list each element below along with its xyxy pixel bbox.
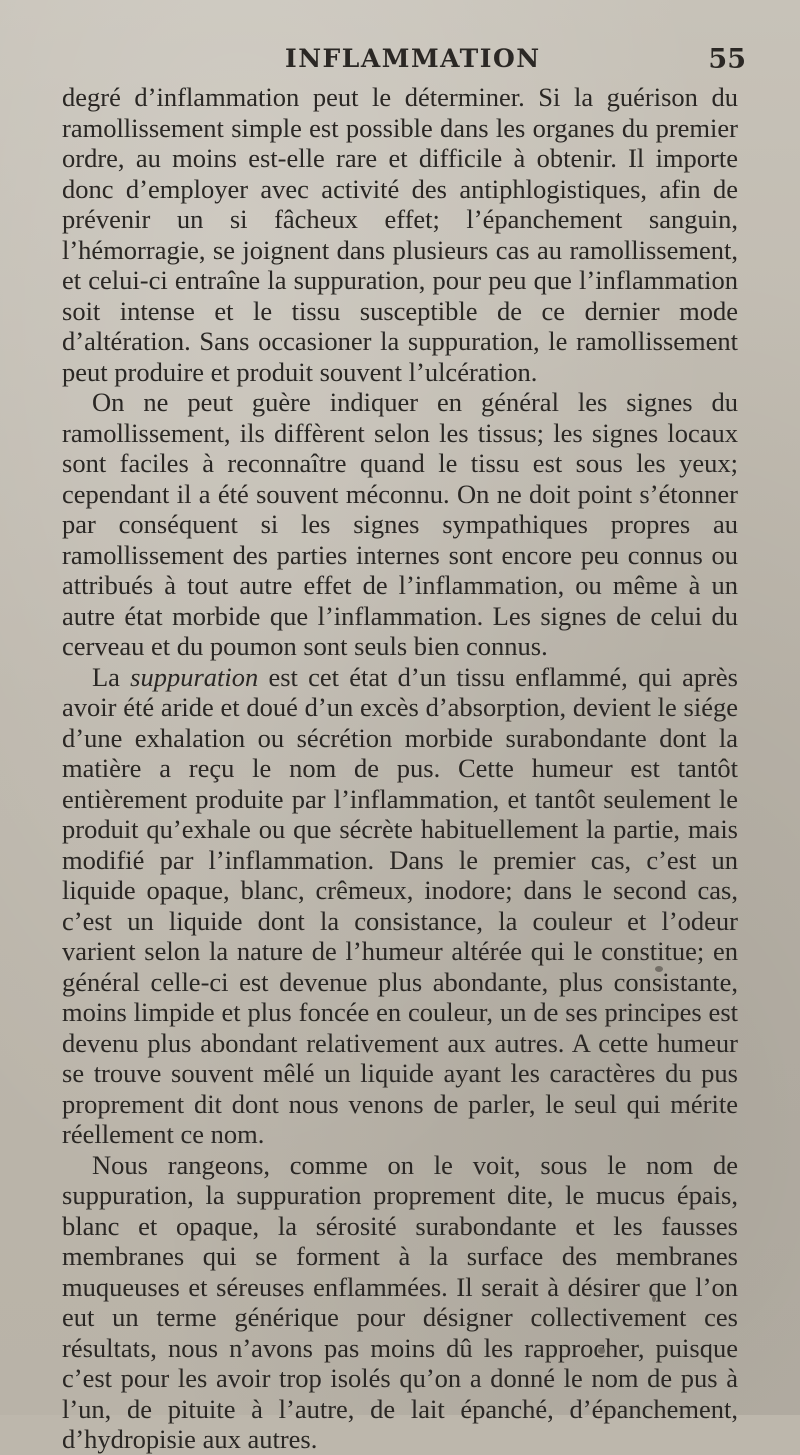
paragraph-4 bbox=[62, 1150, 738, 1455]
paragraph-4-text: Nous rangeons, comme on le voit, sous le nom de suppuration, la suppuration proprement dite, le mucus épais, blanc et opaque, la sérosité surabondante et les fausses membranes qui se forment à la surface des membranes muqueuses et séreuses enflammées. Il serait à désirer que l’on eut un terme générique pour désigner collectivement ces résultats, nous n’avons pas moins dû les rapprocher, puisque c’est pour les avoir trop isolés qu’on a donné le nom de pus à l’un, de pituite à l’autre, de lait épanché, d’épanchement, d’hydropisie aux autres. bbox=[62, 1149, 738, 1454]
ink-spot bbox=[655, 966, 663, 972]
body-text bbox=[62, 82, 738, 1455]
paragraph-2 bbox=[62, 387, 738, 662]
ink-spot bbox=[652, 1296, 656, 1302]
paragraph-3 bbox=[62, 662, 738, 1150]
paragraph-3-lead: La bbox=[92, 661, 131, 692]
page-number: 55 bbox=[708, 44, 746, 75]
paragraph-2-text: On ne peut guère indiquer en général les signes du ramollissement, ils diffèrent selon les tissus; les signes locaux sont faciles à reconnaître quand le tissu est sous les yeux; cependant il a été souvent méconnu. On ne doit point s’étonner par conséquent si les signes sympathiques propres au ramollissement des parties internes sont encore peu connus ou attribués à tout autre effet de l’inflammation, ou même à un autre état morbide que l’inflammation. Les signes de celui du cerveau et du poumon sont seuls bien connus. bbox=[62, 387, 738, 661]
paragraph-1-text: degré d’inflammation peut le déterminer. Si la guérison du ramollissement simple est possible dans les organes du premier ordre, au moins est-elle rare et difficile à obtenir. Il importe donc d’employer avec activité des antiphlogistiques, afin de prévenir un si fâcheux effet; l’épanchement sanguin, l’hémorragie, se joignent dans plusieurs cas au ramollissement, et celui-ci entraîne la suppuration, pour peu que l’inflammation soit intense et le tissu susceptible de ce dernier mode d’altération. Sans occasioner la suppuration, le ramollissement peut produire et produit souvent l’ulcération. bbox=[62, 82, 738, 387]
running-head bbox=[60, 44, 760, 80]
running-title: INFLAMMATION bbox=[285, 44, 541, 73]
paragraph-3-text: est cet état d’un tissu enflammé, qui après avoir été aride et doué d’un excès d’absorption, devient le siége d’une exhalation ou sécrétion morbide surabondante dont la matière a reçu le nom de pus. Cette humeur est tantôt entièrement produite par l’inflammation, et tantôt seulement le produit qu’exhale ou que sécrète habituellement la partie, mais modifié par l’inflammation. Dans le premier cas, c’est un liquide opaque, blanc, crêmeux, inodore; dans le second cas, c’est un liquide dont la consistance, la couleur et l’odeur varient selon la nature de l’humeur altérée qui le constitue; en général celle-ci est devenue plus abondante, plus consistante, moins limpide et plus foncée en couleur, un de ses principes est devenu plus abondant relativement aux autres. A cette humeur se trouve souvent mêlé un liquide ayant les caractères du pus proprement dit dont nous venons de parler, le seul qui mérite réellement ce nom. bbox=[62, 661, 738, 1149]
term-suppuration: suppuration bbox=[130, 661, 259, 692]
ink-spot bbox=[598, 1347, 605, 1354]
paragraph-1 bbox=[62, 82, 738, 387]
